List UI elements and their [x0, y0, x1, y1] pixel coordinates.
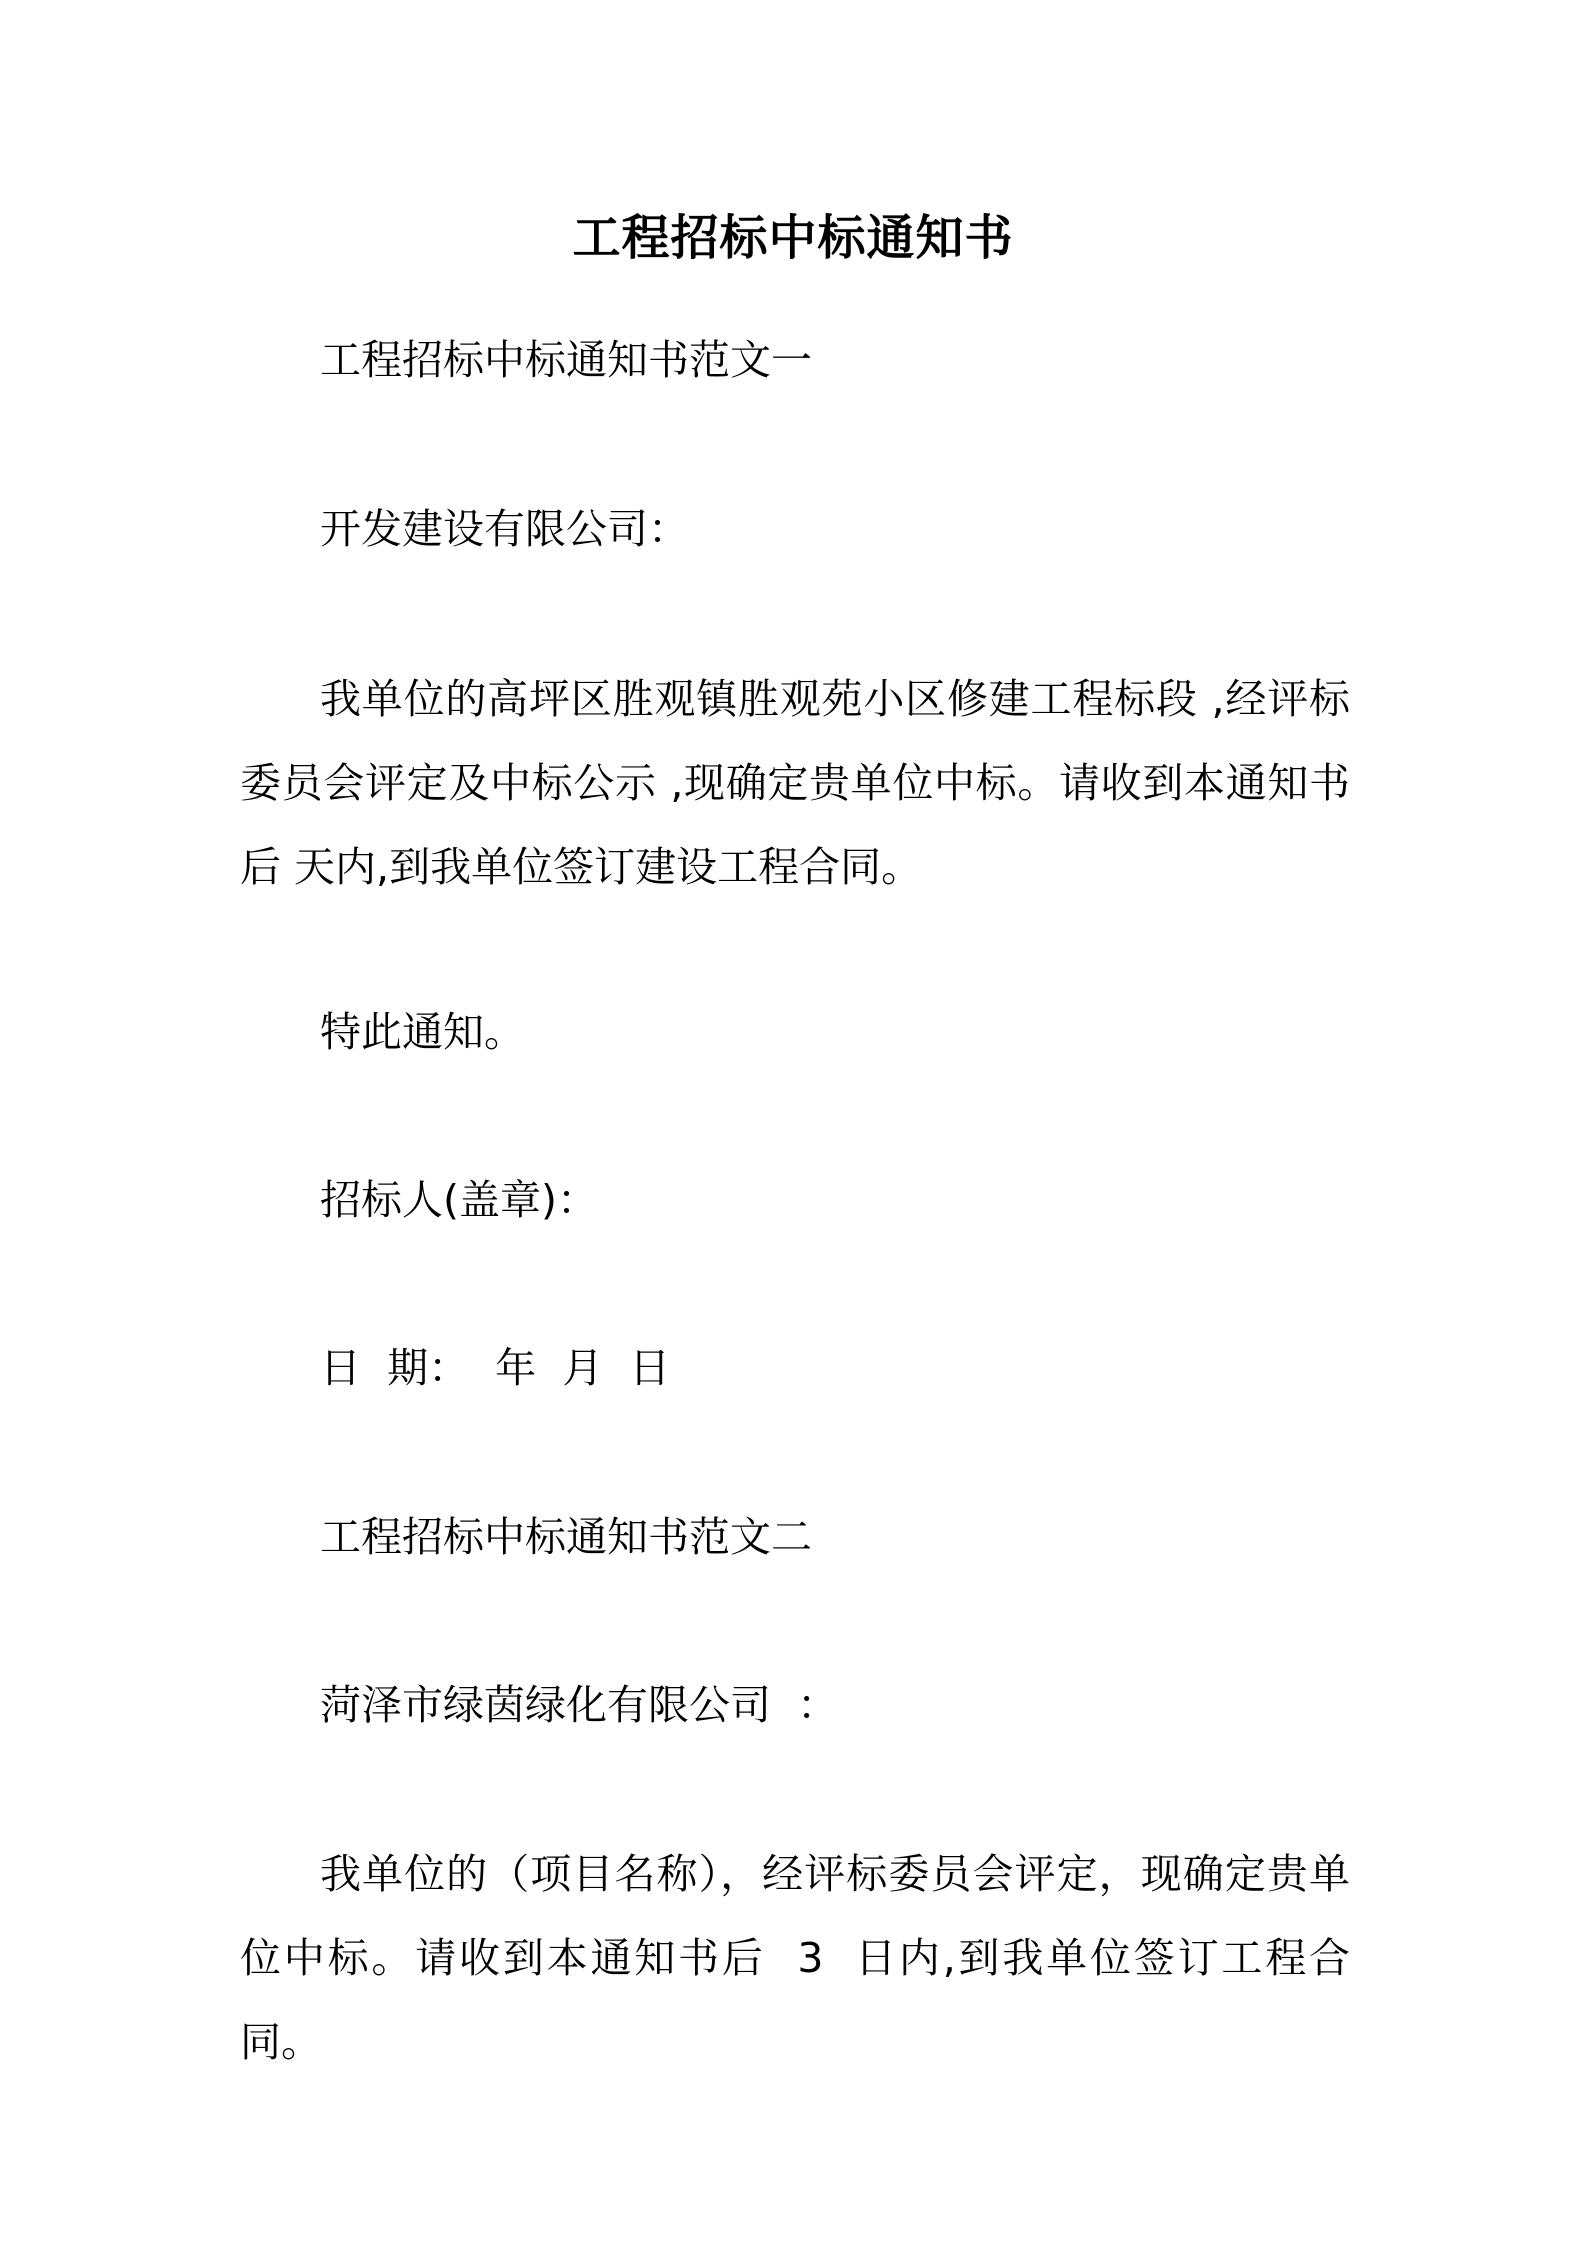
sample-one-heading: 工程招标中标通知书范文一 [320, 336, 812, 384]
sample-one-body: 我单位的高坪区胜观镇胜观苑小区修建工程标段 ,经评标委员会评定及中标公示 ,现确定贵单位中标。请收到本通知书后 天内,到我单位签订建设工程合同。 [240, 675, 1350, 891]
sample-two-heading: 工程招标中标通知书范文二 [320, 1513, 812, 1561]
sample-one-signature-label: 招标人(盖章)： [320, 1176, 598, 1224]
sample-two-body: 我单位的（项目名称），经评标委员会评定，现确定贵单位中标。请收到本通知书后 3 日内,到我单位签订工程合同。 [240, 1850, 1350, 2066]
sample-one-date-line: 日 期： 年 月 日 [320, 1344, 671, 1392]
sample-one-addressee: 开发建设有限公司： [320, 505, 689, 553]
document-title: 工程招标中标通知书 [572, 210, 1014, 266]
sample-one-closing: 特此通知。 [320, 1008, 525, 1056]
sample-two-addressee: 菏泽市绿茵绿化有限公司 ： [320, 1681, 839, 1729]
